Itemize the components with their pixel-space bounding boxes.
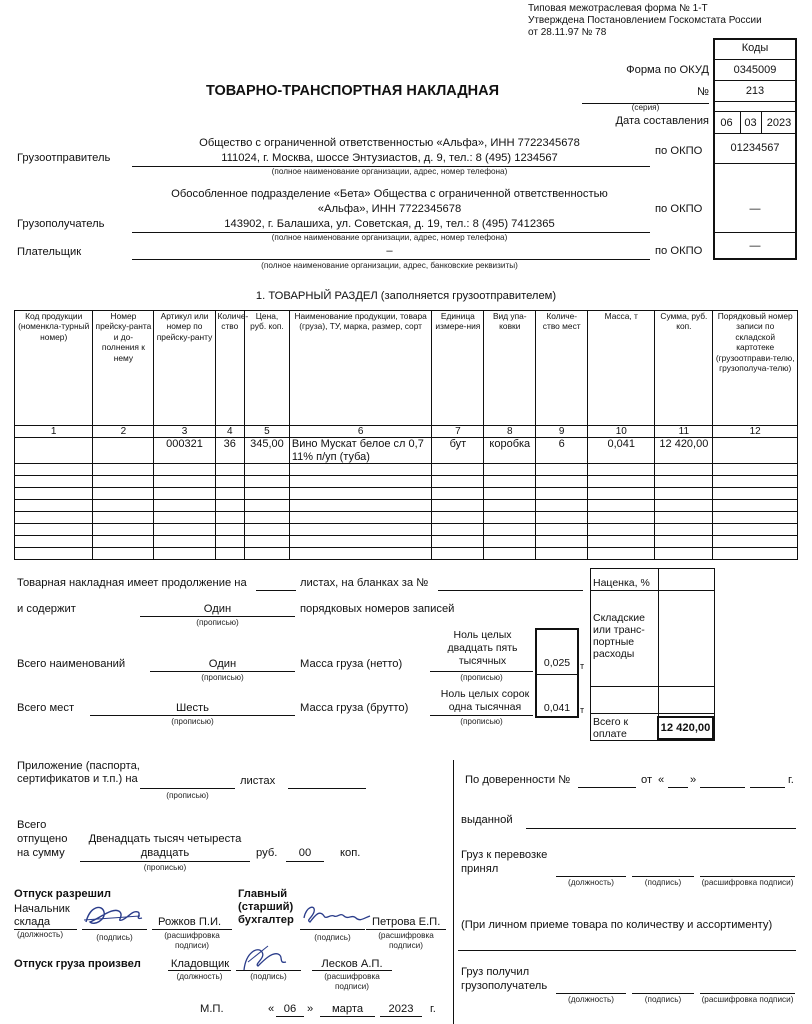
name1: Рожков П.И.	[158, 916, 222, 928]
date-g: г.	[430, 1003, 436, 1015]
col-number: 4	[215, 426, 245, 438]
released-label3: на сумму	[17, 847, 65, 859]
goods-table	[14, 310, 798, 560]
proxy-g: г.	[788, 774, 794, 786]
records-label: порядковых номеров записей	[300, 603, 455, 615]
position3: Кладовщик	[170, 958, 230, 970]
col-number: 8	[484, 426, 536, 438]
proxy-from: от	[641, 774, 653, 786]
signature-2	[300, 900, 372, 930]
table-row-empty	[15, 488, 798, 500]
consignee-line2: «Альфа», ИНН 7722345678	[317, 203, 462, 215]
th-price-list: Номер прейску-ранта и до-полнения к нему	[93, 311, 154, 426]
shipper-label: Грузоотправитель	[17, 152, 111, 164]
payer-label: Плательщик	[17, 246, 82, 258]
payer-okpo-value: —	[749, 240, 761, 252]
h-decode2: (расшифровка подписи)	[378, 931, 434, 950]
table-row-empty	[15, 548, 798, 560]
name3: Лесков А.П.	[321, 958, 383, 970]
h-decode3: (расшифровка подписи)	[324, 972, 380, 991]
date-close-quote: »	[307, 1003, 314, 1015]
th-product-code: Код продукции (номенкла-турный номер)	[15, 311, 93, 426]
h-position3: (должность)	[176, 972, 223, 981]
table-row-empty	[15, 476, 798, 488]
proxy-quote-open: «	[658, 774, 665, 786]
form-type: Типовая межотраслевая форма № 1-Т	[528, 3, 708, 14]
signature-3	[238, 942, 294, 974]
names-propis: (прописью)	[201, 673, 244, 682]
date-day: 06	[720, 117, 733, 129]
released-label2: отпущено	[17, 833, 68, 845]
consignee-label: Грузополучатель	[17, 218, 105, 230]
consignee-okpo-value: —	[749, 203, 761, 215]
table-number-row	[15, 426, 798, 438]
h-sign5: (подпись)	[644, 995, 682, 1004]
name2: Петрова Е.П.	[372, 916, 441, 928]
section-title: 1. ТОВАРНЫЙ РАЗДЕЛ (заполняется грузоотправителем)	[255, 290, 557, 302]
markup-label: Наценка, %	[593, 577, 650, 589]
cell-price-list	[93, 438, 154, 464]
continuation-text2: листах, на бланках за №	[300, 577, 429, 589]
col-number: 11	[655, 426, 713, 438]
h-position4: (должность)	[567, 878, 615, 887]
okud-value: 0345009	[733, 64, 777, 76]
received-label2: грузополучатель	[461, 980, 548, 992]
gross-value: 0,041	[543, 702, 571, 714]
th-quantity: Количе-ство	[215, 311, 245, 426]
form-approval-date: от 28.11.97 № 78	[528, 27, 607, 38]
amount-words1: Двенадцать тысяч четыреста	[88, 833, 242, 845]
attachment-label2: сертификатов и т.п.) на	[17, 773, 138, 785]
accepted-label1: Груз к перевозке	[461, 849, 548, 861]
cell-name: Вино Мускат белое сл 0,7 11% п/уп (туба)	[289, 438, 432, 464]
h-sign3: (подпись)	[250, 972, 287, 981]
cell-mass: 0,041	[588, 438, 655, 464]
gross-label: Масса груза (брутто)	[300, 702, 409, 714]
consignee-okpo-label: по ОКПО	[655, 203, 703, 215]
number-label: №	[696, 86, 709, 98]
net-unit: т	[580, 661, 585, 671]
records-propis: (прописью)	[196, 618, 239, 627]
kop-value: 00	[298, 847, 312, 859]
shipper-okpo-label: по ОКПО	[655, 145, 703, 157]
h-sign2: (подпись)	[314, 933, 351, 942]
okud-label: Форма по ОКУД	[626, 64, 709, 76]
chief-accountant-label: Главный (старший) бухгалтер	[238, 888, 294, 926]
total-label: Всего к оплате	[593, 716, 629, 740]
col-number: 2	[93, 426, 154, 438]
payer-hint: (полное наименование организации, адрес, банковские реквизиты)	[261, 261, 518, 270]
col-number: 6	[289, 426, 432, 438]
codes-header: Коды	[741, 42, 769, 54]
h-decode4: (расшифровка подписи)	[701, 878, 794, 887]
col-number: 1	[15, 426, 93, 438]
personal-receipt: (При личном приеме товара по количеству и ассортименту)	[461, 919, 773, 931]
col-number: 9	[536, 426, 588, 438]
cell-product-code	[15, 438, 93, 464]
shipper-line1: Общество с ограниченной ответственностью «Альфа», ИНН 7722345678	[199, 137, 580, 149]
allowed-label: Отпуск разрешил	[14, 888, 111, 900]
consignee-hint: (полное наименование организации, адрес, номер телефона)	[271, 233, 508, 242]
places-value: Шесть	[175, 702, 210, 714]
th-places: Количе-ство мест	[536, 311, 588, 426]
th-price: Цена, руб. коп.	[245, 311, 290, 426]
attachment-propis: (прописью)	[166, 791, 209, 800]
table-header-row	[15, 311, 798, 426]
table-row-empty	[15, 524, 798, 536]
date-year: 2023	[766, 117, 792, 129]
contains-label: и содержит	[17, 603, 76, 615]
gross-unit: т	[580, 705, 585, 715]
position1: Начальник склада	[14, 903, 70, 928]
names-value: Один	[208, 658, 237, 670]
rub-label: руб.	[256, 847, 278, 859]
places-propis: (прописью)	[171, 717, 214, 726]
shipper-okpo-value: 01234567	[730, 142, 780, 154]
date-open-quote: «	[268, 1003, 275, 1015]
col-number: 12	[713, 426, 798, 438]
gross-propis: (прописью)	[460, 717, 503, 726]
signature-1	[80, 898, 150, 932]
accepted-label2: принял	[461, 863, 499, 875]
cell-price: 345,00	[245, 438, 290, 464]
kop-label: коп.	[340, 847, 361, 859]
received-label1: Груз получил	[461, 966, 530, 978]
th-unit: Единица измере-ния	[432, 311, 484, 426]
col-number: 3	[154, 426, 215, 438]
shipped-label: Отпуск груза произвел	[14, 958, 141, 970]
mp-label: М.П.	[200, 1003, 224, 1015]
cell-quantity: 36	[215, 438, 245, 464]
released-label1: Всего	[17, 819, 47, 831]
number-value: 213	[745, 85, 765, 97]
cell-unit: бут	[432, 438, 484, 464]
date-month: 03	[744, 117, 757, 129]
date-month-value: марта	[331, 1003, 364, 1015]
date-year-value: 2023	[388, 1003, 414, 1015]
date-day-value: 06	[283, 1003, 297, 1015]
h-sign1: (подпись)	[96, 933, 133, 942]
expenses-label: Складские или транс-портные расходы	[593, 612, 645, 660]
th-name: Наименование продукции, товара (груза), ТУ, марка, размер, сорт	[289, 311, 432, 426]
series-label: (серия)	[631, 103, 660, 112]
h-sign4: (подпись)	[644, 878, 682, 887]
shipper-hint: (полное наименование организации, адрес, номер телефона)	[271, 167, 508, 176]
table-row	[15, 438, 798, 464]
net-label: Масса груза (нетто)	[300, 658, 403, 670]
th-article: Артикул или номер по прейску-ранту	[154, 311, 215, 426]
table-row-empty	[15, 464, 798, 476]
proxy-quote-close: »	[690, 774, 697, 786]
net-propis: (прописью)	[460, 673, 503, 682]
h-decode1: (расшифровка подписи)	[164, 931, 220, 950]
cell-record	[713, 438, 798, 464]
h-decode5: (расшифровка подписи)	[701, 995, 794, 1004]
th-mass: Масса, т	[588, 311, 655, 426]
names-label: Всего наименований	[17, 658, 126, 670]
consignee-line1: Обособленное подразделение «Бета» Общества с ограниченной ответственностью	[171, 188, 608, 200]
table-row-empty	[15, 536, 798, 548]
col-number: 5	[245, 426, 290, 438]
net-words: Ноль целых двадцать пять тысячных	[447, 629, 518, 667]
cell-article: 000321	[154, 438, 215, 464]
cell-packaging: коробка	[484, 438, 536, 464]
col-number: 10	[588, 426, 655, 438]
total-value: 12 420,00	[660, 722, 711, 734]
form-approval: Утверждена Постановлением Госкомстата России	[528, 15, 762, 26]
net-value: 0,025	[543, 657, 571, 669]
shipper-line2: 111024, г. Москва, шоссе Энтузиастов, д. 9, тел.: 8 (495) 1234567	[221, 152, 558, 164]
cell-sum: 12 420,00	[655, 438, 713, 464]
date-label: Дата составления	[615, 115, 709, 127]
cell-places: 6	[536, 438, 588, 464]
h-position1: (должность)	[17, 930, 64, 939]
continuation-text: Товарная накладная имеет продолжение на	[17, 577, 247, 589]
issued-label: выданной	[461, 814, 513, 826]
amount-propis: (прописью)	[143, 863, 187, 872]
records-value: Один	[203, 603, 232, 615]
th-sum: Сумма, руб. коп.	[655, 311, 713, 426]
th-record-number: Порядковый номер записи по складской картотеке (грузоотправи-телю, грузополуча-телю)	[713, 311, 798, 426]
table-row-empty	[15, 500, 798, 512]
payer-okpo-label: по ОКПО	[655, 245, 703, 257]
col-number: 7	[432, 426, 484, 438]
document-title: ТОВАРНО-ТРАНСПОРТНАЯ НАКЛАДНАЯ	[206, 83, 500, 99]
amount-words2: двадцать	[140, 847, 190, 859]
consignee-line3: 143902, г. Балашиха, ул. Советская, д. 19, тел.: 8 (495) 7412365	[224, 218, 555, 230]
h-position5: (должность)	[567, 995, 615, 1004]
table-row-empty	[15, 512, 798, 524]
gross-words: Ноль целых сорок одна тысячная	[440, 688, 530, 713]
proxy-label: По доверенности №	[465, 774, 571, 786]
attachment-sheets: листах	[240, 775, 276, 787]
attachment-label1: Приложение (паспорта,	[17, 760, 140, 772]
places-label: Всего мест	[17, 702, 75, 714]
payer-value: –	[386, 245, 393, 257]
th-packaging: Вид упа-ковки	[484, 311, 536, 426]
